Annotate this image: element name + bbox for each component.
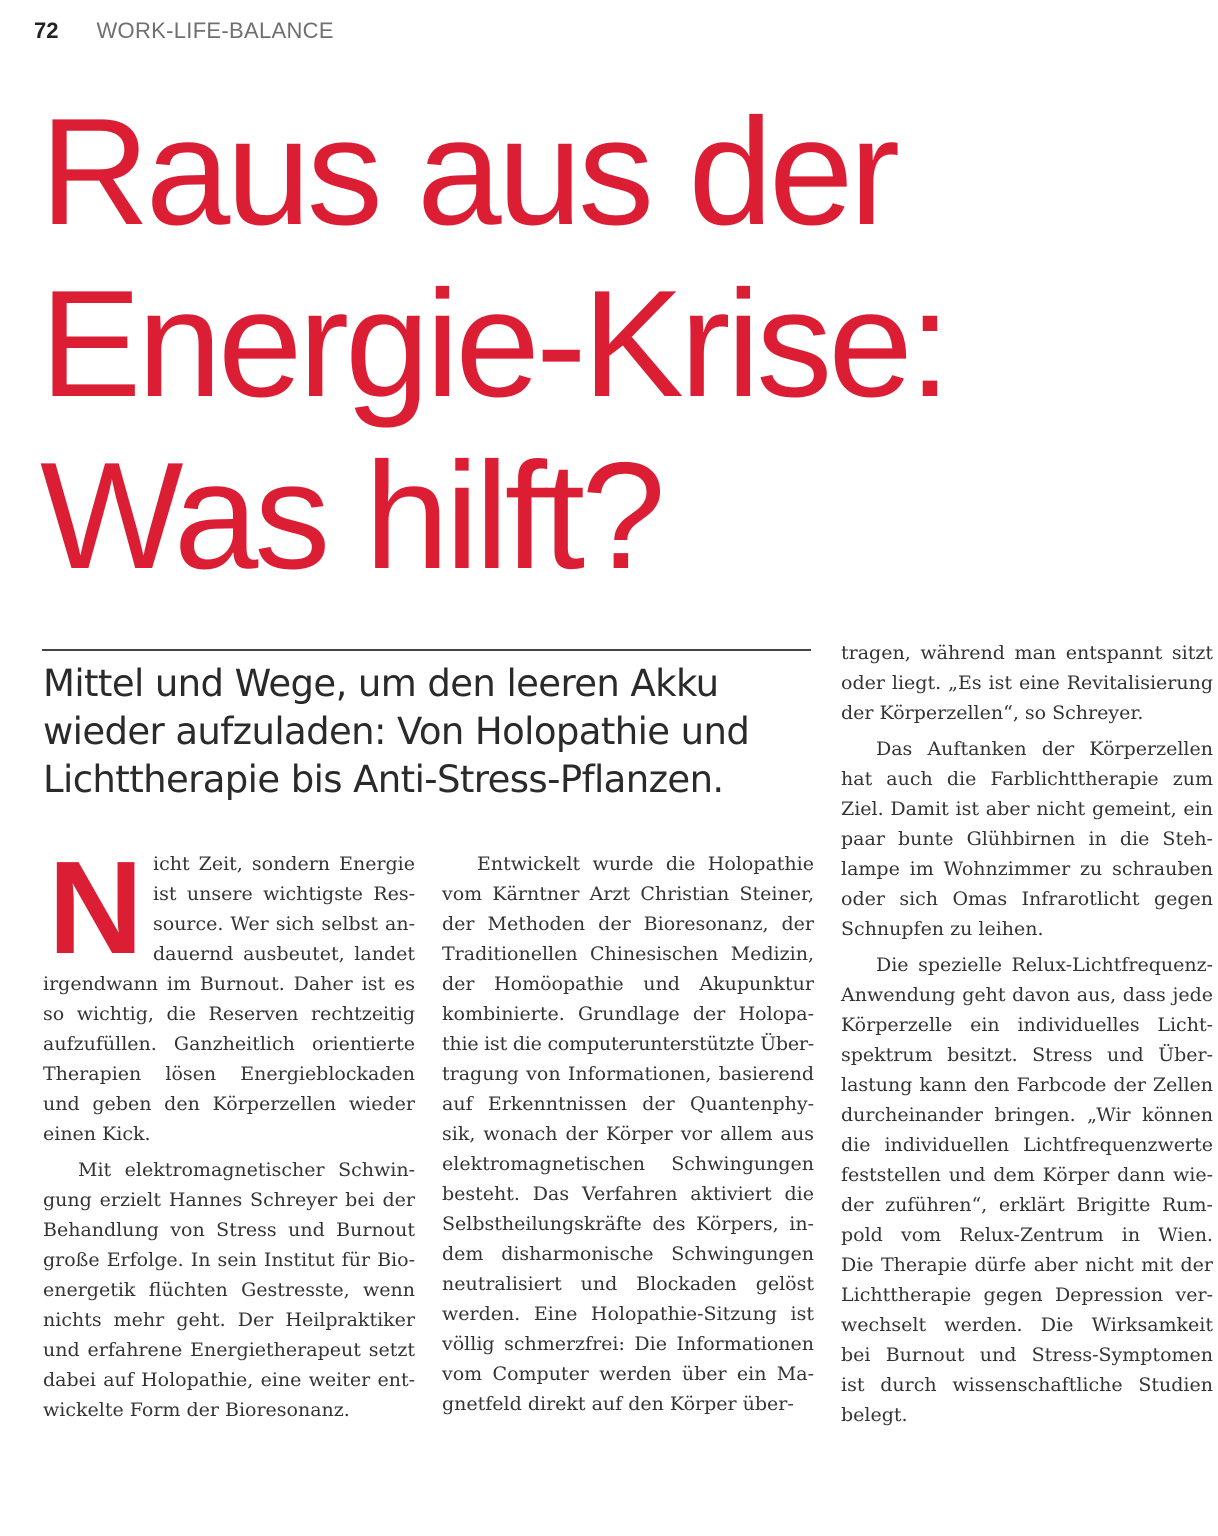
text-line: wechselt werden. Die Wirksamkeit [841,1314,1214,1336]
text-line: Traditionellen Chinesischen Medizin, [442,943,814,965]
text-line: werden. Eine Holopathie-Sitzung ist [442,1303,814,1325]
section-label: WORK-LIFE-BALANCE [96,18,334,43]
text-line: Selbstheilungskräfte des Körpers, in- [442,1213,814,1235]
text-line: Anwendung geht davon aus, dass jede [841,984,1214,1006]
text-line: Behandlung von Stress und Burnout [43,1219,415,1241]
headline-line: Energie-Krise: [40,259,948,429]
paragraph [43,834,416,1149]
text-line: Die Therapie dürfe aber nicht mit der [841,1254,1213,1276]
text-line: bei Burnout und Stress-Symptomen [841,1344,1214,1366]
text-line: icht Zeit, sondern Energie [153,853,416,875]
text-line: ist durch wissenschaftliche Studien [841,1374,1213,1396]
text-line: große Erfolge. In sein Institut für Bio- [43,1249,415,1271]
text-line: lastung kann den Farbcode der Zellen [841,1074,1214,1096]
text-line: der zuführen“, erklärt Brigitte Rum- [841,1194,1213,1216]
text-line: spektrum besitzt. Stress und Über- [841,1044,1213,1066]
text-line: tragung von Informationen, basierend [442,1063,814,1085]
text-line: energetik flüchten Gestresste, wenn [43,1279,415,1301]
text-line: tragen, während man entspannt sitzt [841,642,1213,664]
text-line: wickelte Form der Bioresonanz. [43,1399,350,1421]
paragraph [841,950,1213,1430]
text-line: Entwickelt wurde die Holopathie [477,853,814,875]
text-line: die individuellen Lichtfrequenzwerte [841,1134,1213,1156]
text-line: der Homöopathie und Akupunktur [442,973,814,995]
deck-line: Lichttherapie bis Anti-Stress-Pflanzen. [43,758,724,801]
paragraph [43,1155,415,1425]
text-line: so wichtig, die Reserven rechtzeitig [43,1003,416,1025]
text-line: oder liegt. „Es ist eine Revitalisierung [841,672,1214,694]
text-line: ist unsere wichtigste Res- [153,883,415,905]
text-line: Das Auftanken der Körperzellen [876,738,1213,760]
text-line: Ziel. Damit ist aber nicht gemeint, ein [841,798,1213,820]
paragraph [442,849,814,1419]
text-line: Körperzelle ein individuelles Licht- [841,1014,1213,1036]
headline-line: Raus aus der [40,87,897,257]
deck-line: wieder aufzuladen: Von Holopathie und [43,710,750,753]
text-line: oder sich Omas Infrarotlicht gegen [841,888,1214,910]
page-number: 72 [34,18,59,43]
text-line: sik, wonach der Körper vor allem aus [442,1123,815,1145]
text-line: lampe im Wohnzimmer zu schrauben [841,858,1214,880]
text-line: auf Erkenntnissen der Quantenphy- [442,1093,814,1115]
drop-cap: N [48,834,144,981]
text-line: dabei auf Holopathie, eine weiter ent- [43,1369,415,1391]
text-line: dem disharmonische Schwingungen [442,1243,814,1265]
article-deck [43,660,833,804]
body-column-2 [442,849,814,1419]
text-line: aufzufüllen. Ganzheitlich orientierte [43,1033,415,1055]
text-line: neutralisiert und Blockaden gelöst [442,1273,815,1295]
text-line: source. Wer sich selbst an- [153,913,416,935]
text-line: Mit elektromagnetischer Schwin- [78,1159,415,1181]
text-line: vom Computer werden über ein Ma- [442,1363,815,1385]
text-line: völlig schmerzfrei: Die Informationen [442,1333,814,1355]
text-line: paar bunte Glühbirnen in die Steh- [841,828,1213,850]
paragraph [841,734,1213,944]
page-header [34,14,334,48]
text-line: einen Kick. [43,1123,151,1145]
text-line: durcheinander bringen. „Wir können [841,1104,1213,1126]
deck-divider [42,649,811,651]
text-line: Lichttherapie gegen Depression ver- [841,1284,1213,1306]
text-line: Schnupfen zu leihen. [841,918,1044,940]
article-headline [40,86,1200,602]
text-line: und erfahrene Energietherapeut setzt [43,1339,416,1361]
text-line: gung erzielt Hannes Schreyer bei der [43,1189,415,1211]
text-line: feststellen und dem Körper dann wie- [841,1164,1213,1186]
text-line: nichts mehr geht. Der Heilpraktiker [43,1309,415,1331]
text-line: und geben den Körperzellen wieder [43,1093,415,1115]
headline-line: Was hilft? [40,431,662,601]
deck-line: Mittel und Wege, um den leeren Akku [43,662,719,705]
text-line: Die spezielle Relux-Lichtfrequenz- [876,954,1214,976]
text-line: gnetfeld direkt auf den Körper über- [442,1393,794,1415]
text-line: irgendwann im Burnout. Daher ist es [43,973,415,995]
body-column-1 [43,834,416,1425]
text-line: Therapien lösen Energieblockaden [43,1063,415,1085]
text-line: kombinierte. Grundlage der Holopa- [442,1003,814,1025]
text-line: elektromagnetischen Schwingungen [442,1153,814,1175]
text-line: pold vom Relux-Zentrum in Wien. [841,1224,1213,1246]
text-line: dauernd ausbeutet, landet [153,943,415,965]
text-line: hat auch die Farblichttherapie zum [841,768,1213,790]
text-line: besteht. Das Verfahren aktiviert die [442,1183,814,1205]
paragraph [841,638,1213,728]
text-line: belegt. [841,1404,908,1426]
text-line: vom Kärntner Arzt Christian Steiner, [442,883,815,905]
text-line: der Methoden der Bioresonanz, der [442,913,815,935]
text-line: thie ist die computerunterstützte Über- [442,1033,814,1055]
body-column-3 [841,638,1213,1430]
text-line: der Körperzellen“, so Schreyer. [841,702,1144,724]
